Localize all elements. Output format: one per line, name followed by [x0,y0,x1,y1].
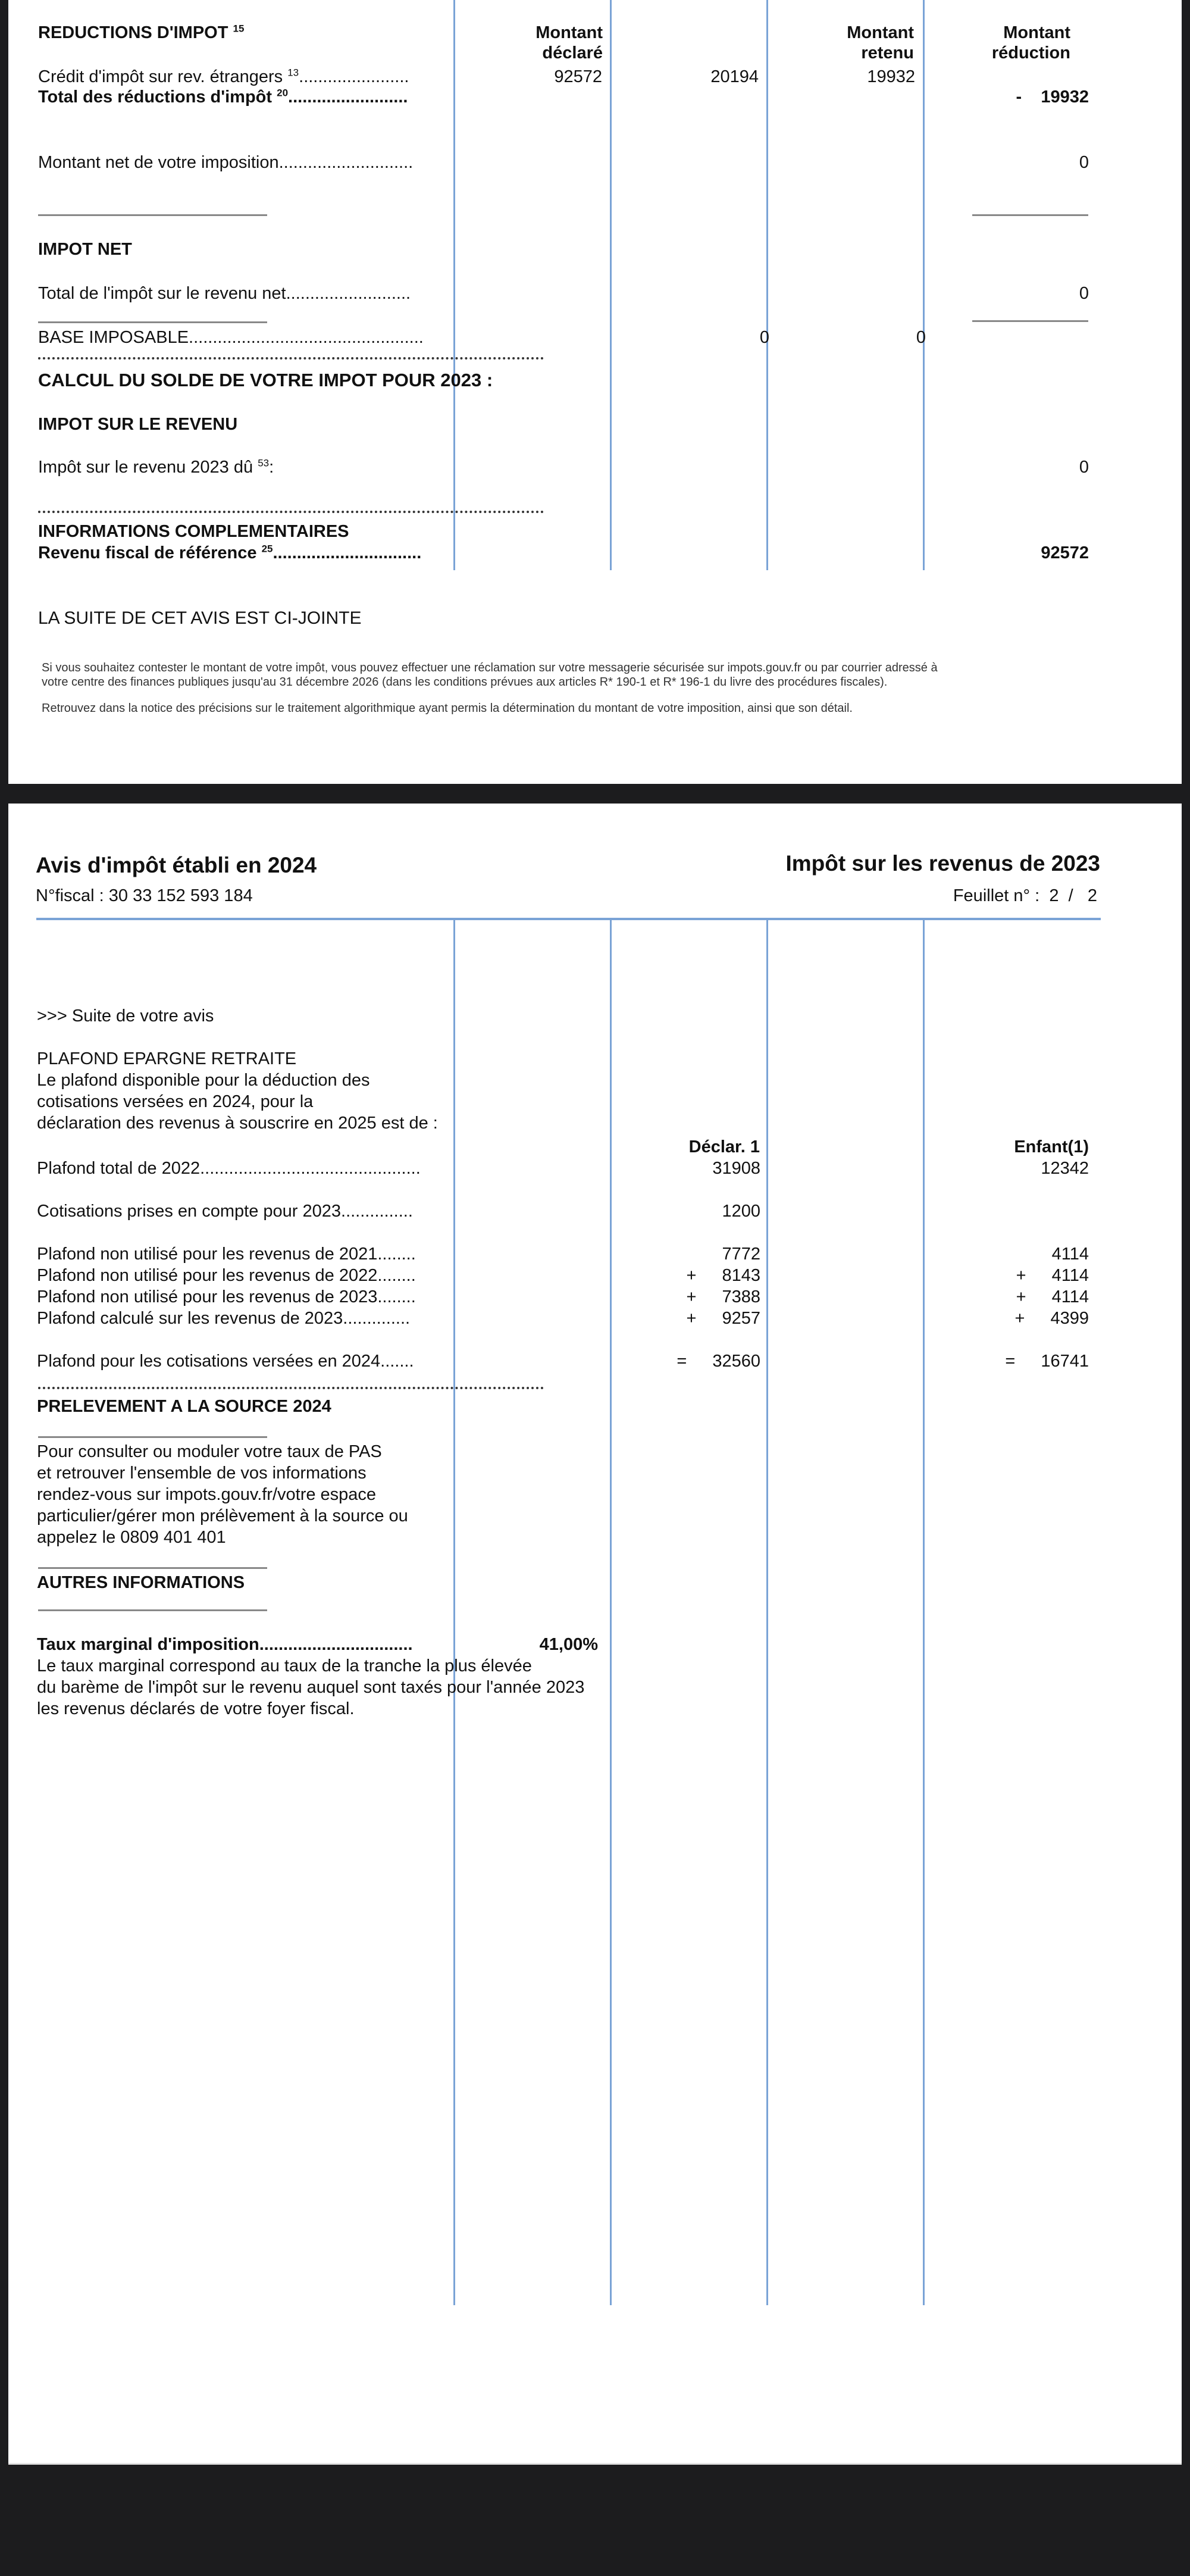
tmi-label: Taux marginal d'imposition................................ [37,1635,413,1654]
column-divider [766,919,768,2305]
separator-line [38,1609,267,1611]
tmi-explanation-line: les revenus déclarés de votre foyer fiscal. [37,1699,355,1718]
plafond-row-declarant-value: + 9257 [686,1309,760,1328]
column-divider [610,0,612,570]
suite-avis-label: >>> Suite de votre avis [37,1006,214,1026]
fiscal-number: N°fiscal : 30 33 152 593 184 [36,886,253,905]
dashed-separator [38,1387,544,1389]
reduction-amount-value: 19932 [867,67,915,86]
reductions-title: REDUCTIONS D'IMPOT $^{15}$ [38,23,245,42]
total-net-tax-label: Total de l'impôt sur le revenu net.......................... [38,284,411,303]
base-imposable-reduction: 0 [916,328,926,347]
separator-line [972,320,1088,322]
net-amount-label: Montant net de votre imposition............................ [38,153,414,172]
col-header-declarant-1: Déclar. 1 [688,1137,760,1156]
pas-info-line: rendez-vous sur impots.gouv.fr/votre espace [37,1485,377,1504]
separator-line [38,214,267,216]
net-amount-value: 0 [1079,153,1089,172]
tax-due-value: 0 [1079,458,1089,477]
plafond-row-label: Plafond total de 2022.............................................. [37,1159,421,1178]
header-rule [36,918,1101,920]
legal-notice-1a: Si vous souhaitez contester le montant de votre impôt, vous pouvez effectuer une réclamation sur votre messagerie sécurisée sur impots.gouv.fr ou par courrier adressé à [42,661,938,674]
separator-line [972,214,1088,216]
autres-infos-title: AUTRES INFORMATIONS [37,1573,245,1592]
tmi-explanation-line: du barème de l'impôt sur le revenu auquel sont taxés pour l'année 2023 [37,1678,585,1697]
legal-notice-1b: votre centre des finances publiques jusqu'au 31 décembre 2026 (dans les conditions prévues aux articles R* 190-1 et R* 196-1 du livre des procédures fiscales). [42,676,888,689]
plafond-row-label: Plafond pour les cotisations versées en 2024....... [37,1352,414,1371]
notice-title: Avis d'impôt établi en 2024 [36,853,317,877]
plafond-row-declarant-value: 7772 [722,1245,760,1264]
column-divider [453,0,455,570]
calcul-title: CALCUL DU SOLDE DE VOTRE IMPOT POUR 2023 : [38,370,493,390]
document-page-2 [8,804,1182,2465]
column-divider [923,0,925,570]
dashed-separator [38,511,544,513]
base-imposable-retained: 0 [759,328,769,347]
pas-info-line: particulier/gérer mon prélèvement à la source ou [37,1506,408,1525]
total-reductions-label: Total des réductions d'impôt $^{20}$......................... [38,87,408,107]
plafond-row-label: Cotisations prises en compte pour 2023............... [37,1202,413,1221]
income-year-title: Impôt sur les revenus de 2023 [785,851,1100,876]
plafond-row-enfant-value: 12342 [1041,1159,1089,1178]
plafond-row-enfant-value: = 16741 [1005,1352,1089,1371]
base-imposable-label: BASE IMPOSABLE................................................. [38,328,424,347]
plafond-row-enfant-value: 4114 [1051,1245,1089,1264]
rfr-value: 92572 [1041,543,1089,562]
plafond-row-enfant-value: + 4114 [1016,1287,1089,1306]
plafond-intro-2: cotisations versées en 2024, pour la [37,1092,314,1111]
col-header-enfant-1: Enfant(1) [1014,1137,1089,1156]
reduction-declared-value: 92572 [554,67,602,86]
plafond-row-declarant-value: = 32560 [677,1352,760,1371]
reduction-row-label: Crédit d'impôt sur rev. étrangers $^{13}$....................... [38,67,409,86]
plafond-row-declarant-value: 31908 [712,1159,760,1178]
separator-line [38,1436,267,1438]
plafond-row-label: Plafond non utilisé pour les revenus de 2021........ [37,1245,416,1264]
separator-line [38,1567,267,1569]
plafond-row-label: Plafond non utilisé pour les revenus de 2023........ [37,1287,416,1306]
column-divider [766,0,768,570]
plafond-intro-3: déclaration des revenus à souscrire en 2025 est de : [37,1114,438,1133]
impot-net-title: IMPOT NET [38,240,132,259]
plafond-row-label: Plafond calculé sur les revenus de 2023.............. [37,1309,411,1328]
tmi-value: 41,00% [539,1635,598,1654]
infos-comp-title: INFORMATIONS COMPLEMENTAIRES [38,522,349,541]
plafond-row-enfant-value [954,1201,1089,1221]
plafond-title: PLAFOND EPARGNE RETRAITE [37,1049,297,1068]
sheet-number: Feuillet n° : 2 / 2 [953,886,1097,905]
total-reductions-value: - 19932 [1016,87,1089,107]
plafond-row-declarant-value: + 7388 [686,1287,760,1306]
plafond-row-enfant-value: + 4399 [1014,1309,1089,1328]
reduction-retained-value: 20194 [710,67,759,86]
total-net-tax-value: 0 [1079,284,1089,303]
pas-title: PRELEVEMENT A LA SOURCE 2024 [37,1397,331,1416]
plafond-row-declarant-value: + 8143 [686,1266,760,1285]
rfr-label: Revenu fiscal de référence $^{25}$............................... [38,543,422,562]
dashed-separator [38,357,544,359]
document-page-1: REDUCTIONS D'IMPOT $^{15}$ Montant déclaré Montant retenu Montant réduction Crédit d'impôt sur rev. étrangers $^{13}$....................... 92572 20194 19932 Total des réductions d'impôt $^{20}$......................... - 19932 Montant net de votre imposition............................ 0 IMPOT NET Total de l'impôt sur le revenu net.......................... 0 BASE IMPOSABLE................................................. 0 0 CALCUL DU SOLDE DE VOTRE IMPOT POUR 2023 : IMPOT SUR LE REVENU Impôt sur le revenu 2023 dû $^{53}$: 0 INFORMATIONS COMPLEMENTAIRES Revenu fiscal de référence $^{25}$............................... 92572 LA SUITE DE CET AVIS EST CI-JOINTE Si vous souhaitez contester le montant de votre impôt, vous pouvez effectuer une réclamation sur votre messagerie sécurisée sur impots.gouv.fr ou par courrier adressé à votre centre des finances publiques jusqu'au 31 décembre 2026 (dans les conditions prévues aux articles R* 190-1 et R* 196-1 du livre des procédures fiscales). Retrouvez dans la notice des précisions sur le traitement algorithmique ayant permis la détermination du montant de votre imposition, ainsi que son détail. [8,0,1182,784]
pas-info-line: appelez le 0809 401 401 [37,1528,226,1547]
column-divider [453,919,455,2305]
column-divider [923,919,925,2305]
plafond-row-declarant-value: 1200 [722,1202,760,1221]
plafond-row-enfant-value: + 4114 [1016,1266,1089,1285]
plafond-intro-1: Le plafond disponible pour la déduction des [37,1071,370,1090]
suite-notice: LA SUITE DE CET AVIS EST CI-JOINTE [38,608,362,628]
column-divider [610,919,612,2305]
pas-info-line: Pour consulter ou moduler votre taux de PAS [37,1442,382,1461]
tmi-explanation-line: Le taux marginal correspond au taux de la tranche la plus élevée [37,1656,532,1675]
tax-due-label: Impôt sur le revenu 2023 dû $^{53}$: [38,457,274,477]
pas-info-line: et retrouver l'ensemble de vos informations [37,1464,367,1483]
legal-notice-2: Retrouvez dans la notice des précisions sur le traitement algorithmique ayant permis la détermination du montant de votre imposition, ainsi que son détail. [42,702,853,715]
impot-revenu-title: IMPOT SUR LE REVENU [38,415,238,434]
plafond-row-label: Plafond non utilisé pour les revenus de 2022........ [37,1266,416,1285]
separator-line [38,321,267,323]
